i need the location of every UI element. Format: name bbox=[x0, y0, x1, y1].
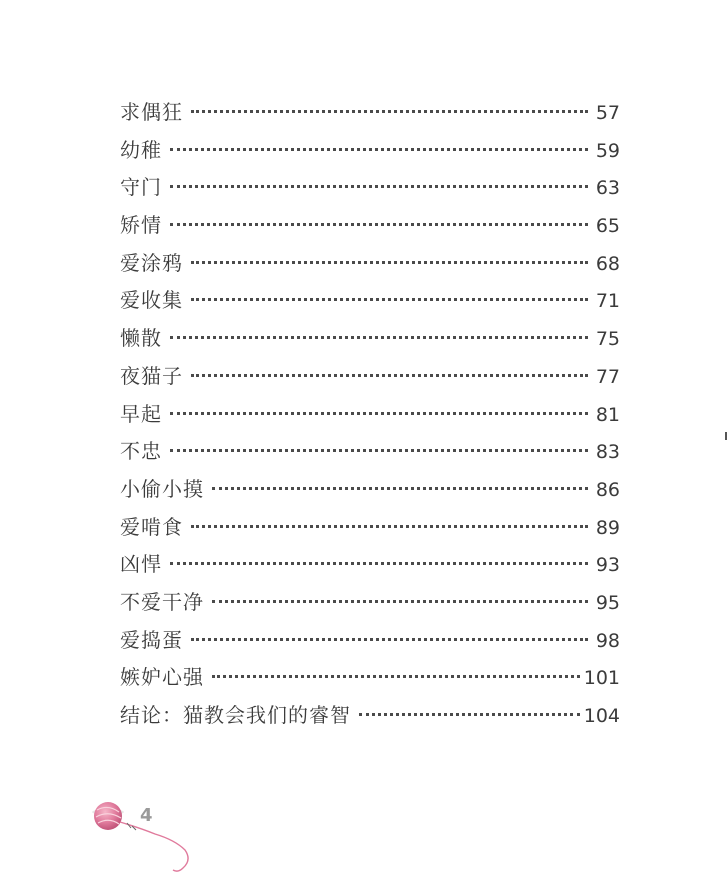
toc-entry-title: 嫉妒心强 bbox=[120, 665, 204, 690]
toc-entry-title: 凶悍 bbox=[120, 552, 162, 577]
leader-dots bbox=[191, 298, 588, 301]
toc-entry-page: 104 bbox=[583, 705, 620, 727]
toc-entry-page: 77 bbox=[595, 365, 620, 388]
toc-entry[interactable] bbox=[120, 396, 620, 434]
toc-entry-page: 93 bbox=[595, 554, 620, 577]
toc-entry[interactable] bbox=[120, 622, 620, 660]
toc-entry-title: 矫情 bbox=[120, 213, 162, 238]
toc-entry-page: 75 bbox=[595, 328, 620, 351]
toc-entry-page: 89 bbox=[595, 516, 620, 539]
toc-entry-title: 爱涂鸦 bbox=[120, 250, 183, 275]
toc-entry-title: 不忠 bbox=[120, 439, 162, 464]
leader-dots bbox=[170, 148, 588, 151]
leader-dots bbox=[191, 638, 588, 641]
toc-entry-page: 59 bbox=[595, 139, 620, 162]
toc-entry[interactable] bbox=[120, 358, 620, 396]
leader-dots bbox=[359, 713, 580, 716]
toc-entry[interactable] bbox=[120, 207, 620, 245]
leader-dots bbox=[170, 223, 588, 226]
toc-entry[interactable] bbox=[120, 546, 620, 584]
toc-entry[interactable] bbox=[120, 659, 620, 697]
leader-dots bbox=[170, 336, 588, 339]
toc-entry[interactable] bbox=[120, 584, 620, 622]
leader-dots bbox=[191, 374, 588, 377]
toc-entry-title: 早起 bbox=[120, 401, 162, 426]
toc-entry-page: 98 bbox=[595, 629, 620, 652]
toc-entry-page: 63 bbox=[595, 177, 620, 200]
toc-entry-page: 83 bbox=[595, 441, 620, 464]
leader-dots bbox=[170, 562, 588, 565]
toc-entry-page: 95 bbox=[595, 591, 620, 614]
toc-entry-page: 86 bbox=[595, 478, 620, 501]
page-number: 4 bbox=[140, 805, 153, 826]
toc-entry[interactable] bbox=[120, 169, 620, 207]
toc-entry[interactable] bbox=[120, 471, 620, 509]
toc-entry-title: 爱收集 bbox=[120, 288, 183, 313]
toc-entry-title: 夜猫子 bbox=[120, 363, 183, 388]
toc-entry[interactable] bbox=[120, 433, 620, 471]
table-of-contents bbox=[120, 94, 620, 735]
toc-entry[interactable] bbox=[120, 282, 620, 320]
toc-entry-title: 懒散 bbox=[120, 326, 162, 351]
toc-entry-title: 结论：猫教会我们的睿智 bbox=[120, 703, 351, 727]
toc-entry-title: 求偶狂 bbox=[120, 100, 183, 124]
leader-dots bbox=[212, 675, 580, 678]
toc-entry[interactable] bbox=[120, 245, 620, 283]
toc-entry-page: 101 bbox=[583, 667, 620, 690]
leader-dots bbox=[170, 185, 588, 188]
leader-dots bbox=[212, 487, 588, 490]
leader-dots bbox=[191, 261, 588, 264]
toc-entry[interactable] bbox=[120, 320, 620, 358]
toc-entry-title: 小偷小摸 bbox=[120, 476, 204, 501]
toc-entry[interactable] bbox=[120, 697, 620, 735]
leader-dots bbox=[170, 412, 588, 415]
leader-dots bbox=[170, 449, 588, 452]
leader-dots bbox=[191, 525, 588, 528]
page-footer bbox=[80, 790, 240, 880]
toc-entry-title: 爱捣蛋 bbox=[120, 627, 183, 652]
toc-entry-title: 不爱干净 bbox=[120, 589, 204, 614]
toc-entry-page: 65 bbox=[595, 215, 620, 238]
toc-entry[interactable] bbox=[120, 132, 620, 170]
leader-dots bbox=[212, 600, 588, 603]
yarn-ball-icon bbox=[80, 790, 240, 880]
toc-entry-title: 守门 bbox=[120, 175, 162, 200]
toc-entry[interactable] bbox=[120, 94, 620, 132]
toc-entry-page: 68 bbox=[595, 252, 620, 275]
toc-entry-title: 爱啃食 bbox=[120, 514, 183, 539]
toc-entry[interactable] bbox=[120, 509, 620, 547]
toc-entry-page: 57 bbox=[595, 102, 620, 124]
toc-entry-page: 71 bbox=[595, 290, 620, 313]
toc-entry-page: 81 bbox=[595, 403, 620, 426]
leader-dots bbox=[191, 110, 588, 113]
toc-entry-title: 幼稚 bbox=[120, 137, 162, 162]
